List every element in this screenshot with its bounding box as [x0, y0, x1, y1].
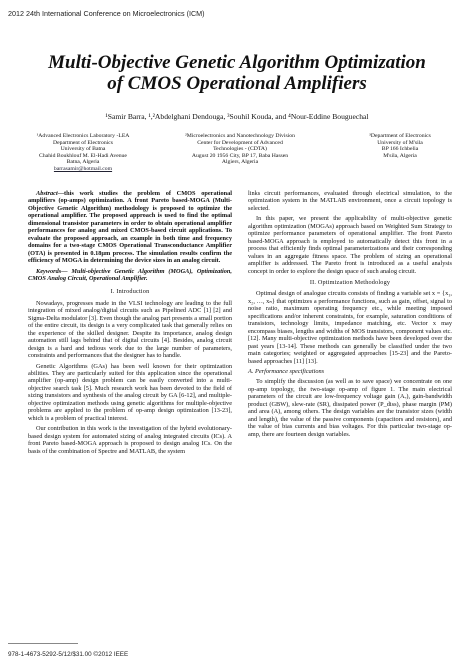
- aff-line: University of M'sila: [377, 139, 423, 146]
- aff-line: ¹Advanced Electronics Laboratory -LEA: [36, 133, 130, 139]
- aff-line: Center for Development of Advanced: [197, 139, 283, 146]
- aff-line: University of Batna: [60, 146, 106, 153]
- paper-title: [0, 52, 474, 94]
- aff-line: August 20 1956 City, BP 17, Baba Hassen: [191, 152, 289, 159]
- keywords: [28, 268, 232, 283]
- affiliation-3: [340, 133, 460, 159]
- title-line-1: Multi-Objective Genetic Algorithm Optimization: [48, 52, 426, 73]
- aff-line: ²Microelectronics and Nanotechnology Division: [185, 133, 295, 139]
- paragraph: links circuit performances, evaluated through electrical simulation, to the optimization system in the MATLAB environment, once a circuit topology is selected.: [248, 190, 452, 212]
- paragraph: To simplify the discussion (as well as to save space) we concentrate on one op-amp topology, the two-stage op-amp of figure 1. The main electrical parameters of the circuit are low-frequency voltage gain (Aᵥ), gain-bandwidth product (GBW), slew-rate (SR), dissipated power (P_diss), phase margin (PM) and area (A), among others. The design variables are the transistor sizes (width and length), the value of the passive components (capacitors and resistors), and the value of bias currents and bias voltages. For this particular two-stage op-amp, there are fourteen design variables.: [248, 378, 452, 438]
- subsection-heading: A. Performance specifications: [248, 367, 325, 375]
- paragraph: Nowadays, progresses made in the VLSI technology are leading to the full integration of mixed analog/digital circuits such as Pipelined ADC [1] [2] and Sigma-Delta modulator [3]. Even though the analog part presents a small portion of the entire circuit, its design is a very complicated task that generally relies on the experience of the skilled designer. Despite its importance, analog design automation still lags behind that of digital circuits [4]. Besides, analog circuit design is a hard and tedious work due to the large number of parameters, constraints and performances that the designer has to handle.: [28, 299, 232, 360]
- paragraph: In this paper, we present the applicability of multi-objective genetic algorithm optimization (MOGAs) approach based on Weighted Sum Strategy to optimize performance parameters of operational amplifier. The front Pareto based-MOGA approach is employed to automatically detect this front in a process that efficiently finds optimal parameterizations and their corresponding values in an aggregate fitness space. The problem of sizing an operational amplifier is addressed. The Pareto front is introduced as a useful analysis concept in order to explore the design space of such analog circuit.: [248, 215, 452, 275]
- aff-line: Chahid Boukhlouf M. El-Hadi Avenue: [39, 152, 127, 159]
- keywords-text: Multi-objective Genetic Algorithm (MOGA), Optimization, CMOS Analog Circuit, Operational Amplifier.: [28, 267, 232, 282]
- copyright-footer: 978-1-4673-5292-5/12/$31.00 ©2012 IEEE: [8, 651, 129, 658]
- aff-line: Algiers, Algeria: [221, 159, 259, 166]
- abstract-text: —this work studies the problem of CMOS operational amplifiers (op-amps) optimization. A front Pareto based-MOGA (Multi-Objective Genetic Algorithm) methodology is proposed to optimize the operational amplifier. The proposed approach is used to find the optimal dimensional transistor parameters in order to obtain operational amplifier performances for analog and mixed CMOS-based circuit applications. To evaluate the proposed approach, an example in both time and frequency domains for a two-stage CMOS Operational Transconductance Amplifier (OTA) is presented in 0.18µm process. The simulation results confirm the efficiency of MOGA in determining the device sizes in an analog circuit.: [28, 190, 232, 265]
- author-email-link[interactable]: barrasamir@hotmail.com: [53, 165, 113, 172]
- aff-line: ³Department of Electronics: [369, 133, 431, 139]
- conference-header: 2012 24th International Conference on Microelectronics (ICM): [8, 9, 205, 18]
- paragraph: Genetic Algorithms (GAs) has been well known for their optimization abilities. They are particularly suited for this application since the operational amplifier (op-amp) design problem can be easily converted into a multi-objective search task [5]. Much research work has been devoted to the field of sizing transistors and synthesis of the analog circuit by GA [6-12], and multiple-objective optimization methods using genetic algorithms for multiple-objective problems are applied to the problem of op-amp design optimization [13-23], which is a problem of practical interest.: [28, 362, 232, 422]
- aff-line: BP 166 Ichbelia: [381, 146, 419, 153]
- keywords-label: Keywords—: [36, 267, 68, 275]
- footer-rule: [8, 643, 78, 644]
- aff-line: M'sila, Algeria: [383, 152, 417, 159]
- right-column: [248, 190, 452, 441]
- paragraph: Optimal design of analogue circuits consists of finding a variable set x = {x₁, x₂, …, xₙ} that optimizes a performance functions, such as gain, offset, signal to noise ratio, maximum operating frequency etc., while meeting imposed specifications and/or inherent constraints, for example, saturation conditions of transistors, technology limits, impedance matching, etc. Vector x may encompass biases, lengths and widths of MOS transistors, component values etc. [12]. Many multi-objective optimization methods have been developed over the past years [13-14]. These methods can generally be classified under the two main categories; weighted or aggregated approaches [15-23] and the Pareto-based approaches [11] [13].: [248, 290, 452, 365]
- abstract-label: Abstract: [36, 190, 58, 197]
- affiliation-1: [18, 133, 148, 173]
- paragraph: Our contribution in this work is the investigation of the hybrid evolutionary-based design system for automated sizing of analog integrated circuits (ICs). A front Pareto based-MOGA approach is proposed to design analog ICs. On the basis of the combination of Spectre and MATLAB, the system: [28, 425, 232, 455]
- section-heading-introduction: I. Introduction: [110, 288, 150, 296]
- abstract: [28, 190, 232, 265]
- affiliation-2: [165, 133, 315, 166]
- title-line-2: of CMOS Operational Amplifiers: [107, 73, 367, 94]
- section-heading-methodology: II. Optimization Methodology: [309, 278, 391, 286]
- author-list: ¹Samir Barra, ¹,²Abdelghani Dendouga, ³Souhil Kouda, and ⁴Nour-Eddine Bouguechal: [105, 112, 369, 121]
- aff-line: Department of Electronics: [52, 139, 113, 146]
- aff-line: Batna, Algeria: [66, 159, 100, 166]
- aff-line: Technologies - (CDTA): [213, 146, 267, 153]
- left-column: [28, 190, 232, 458]
